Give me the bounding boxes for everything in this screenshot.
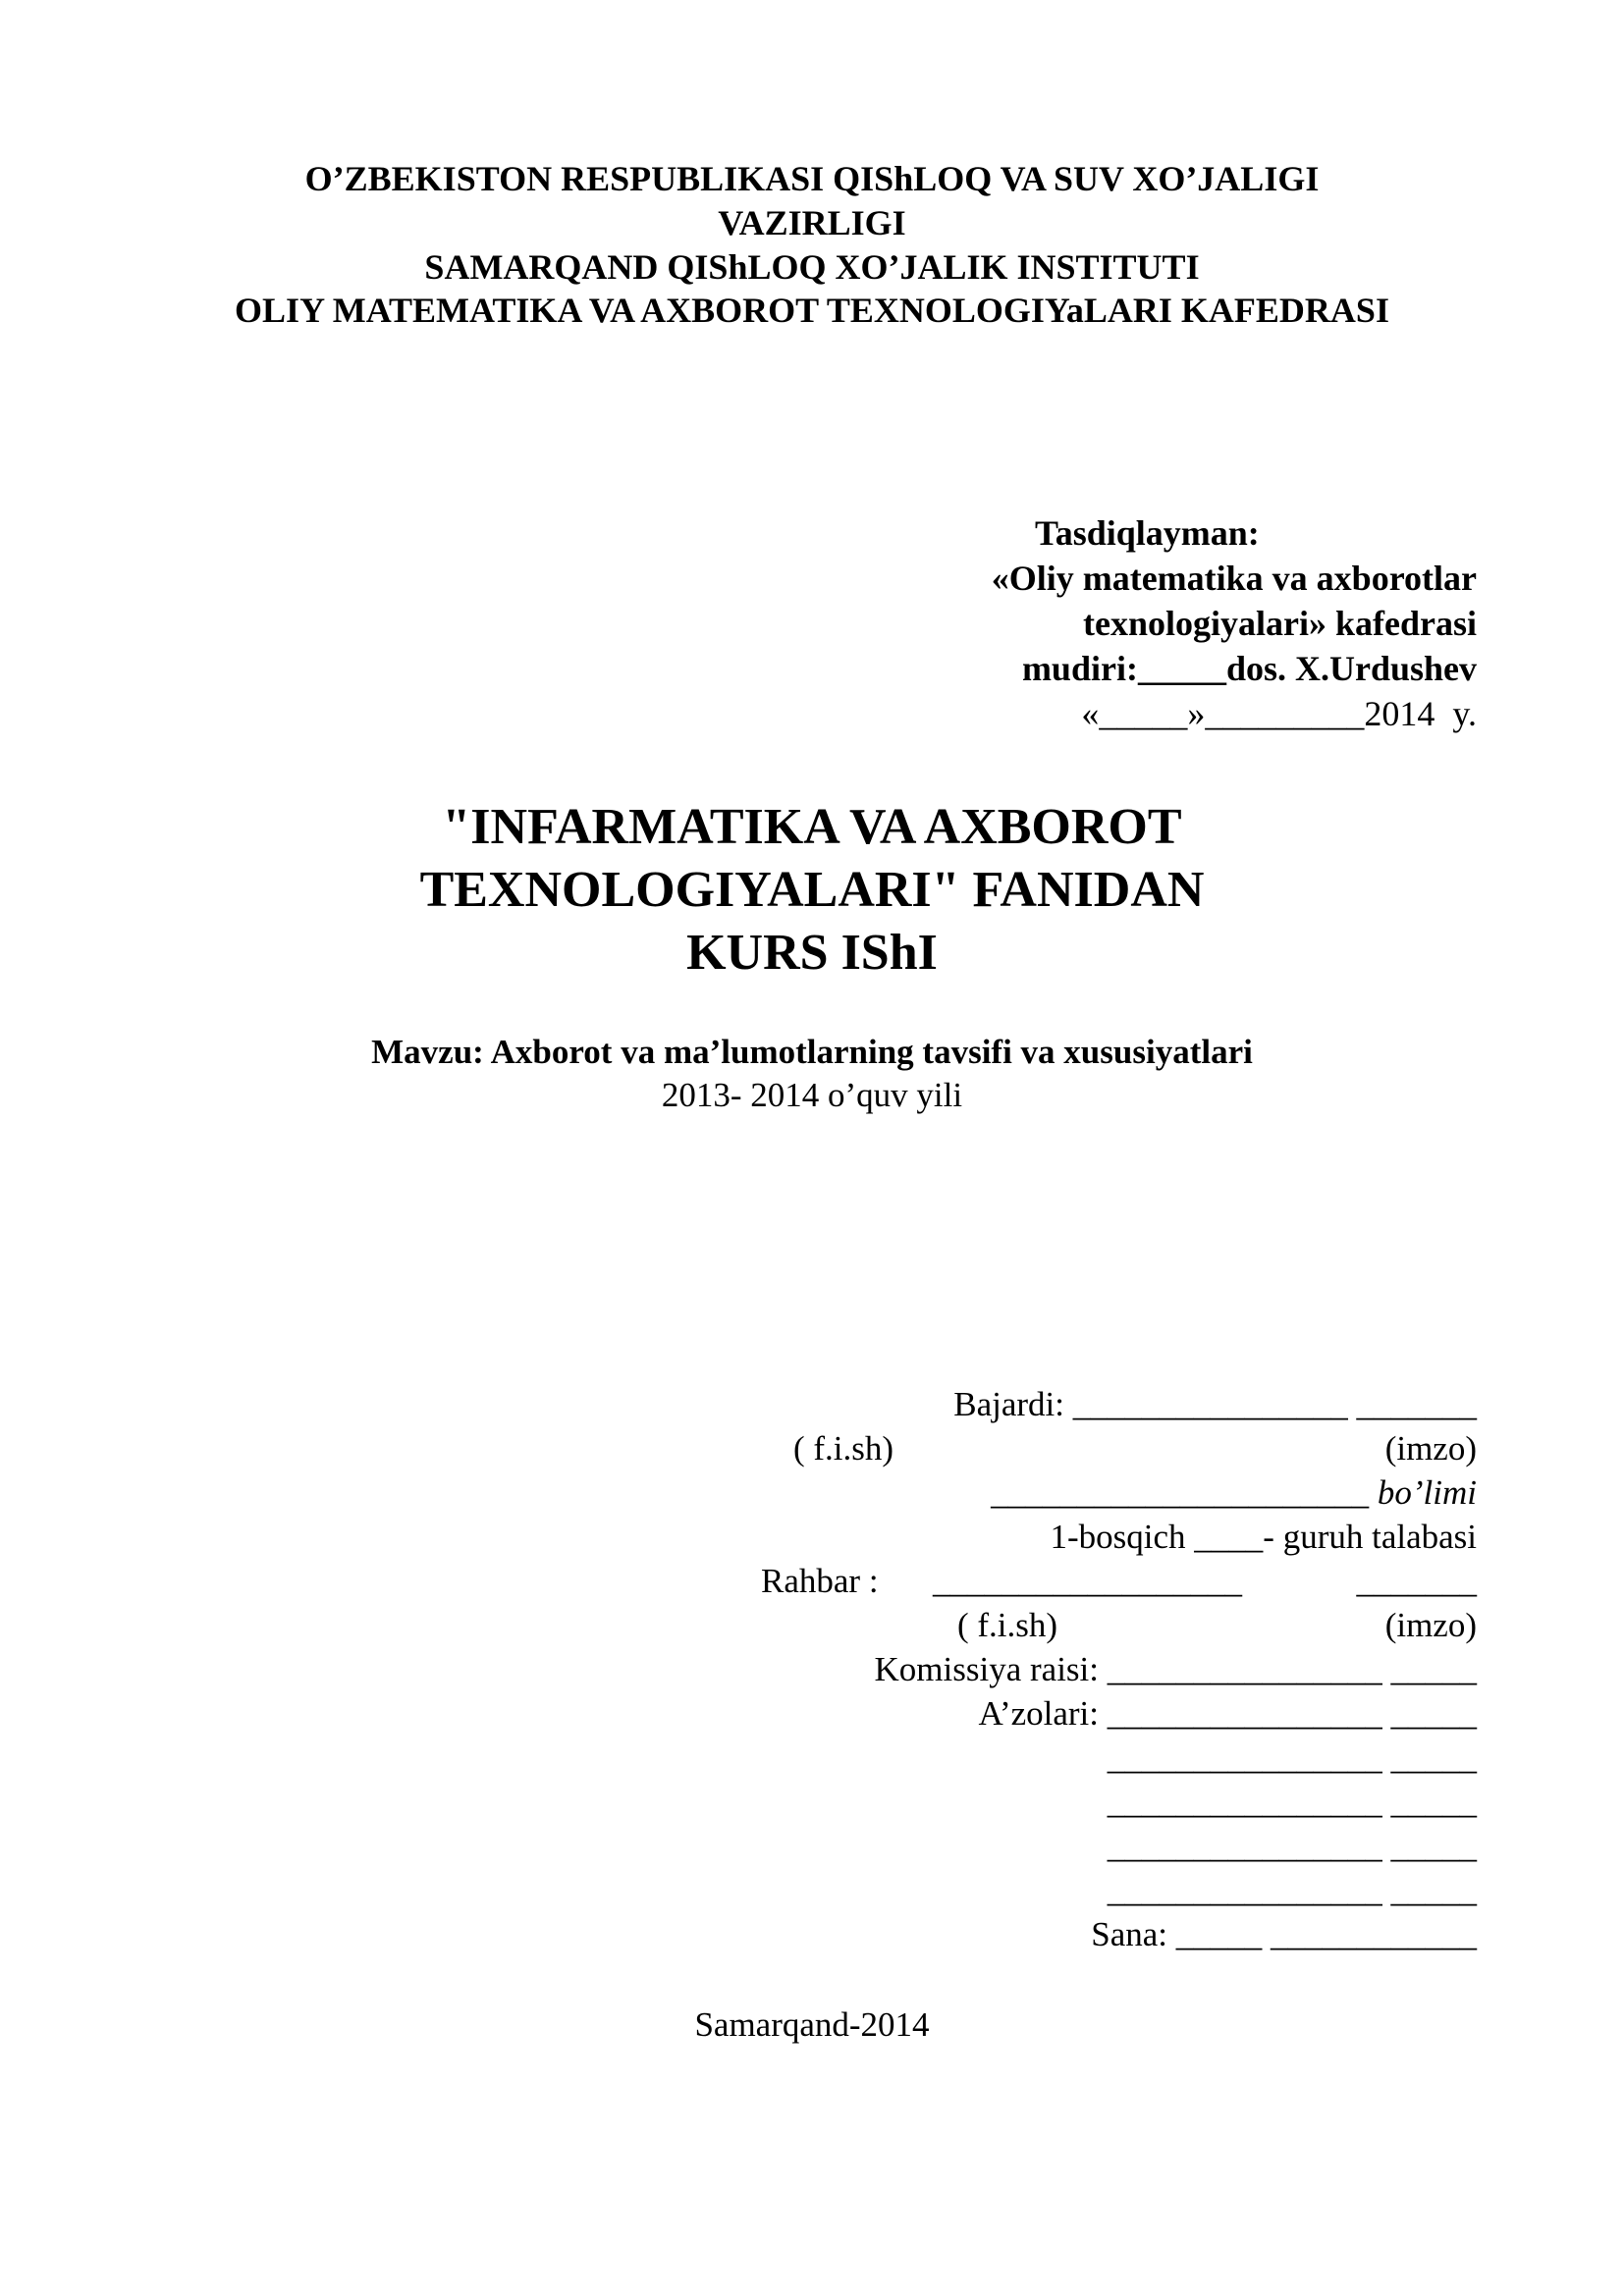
academic-year: 2013- 2014 o’quv yili bbox=[661, 1076, 963, 1114]
member-blank-line: ________________ _____ bbox=[1107, 1871, 1477, 1909]
department-name: OLIY MATEMATIKA VA AXBOROT TEXNOLOGIYaLARI KAFEDRASI bbox=[235, 291, 1389, 330]
approval-line3: texnologiyalari» kafedrasi bbox=[1083, 604, 1477, 643]
course-title-line3: KURS IShI bbox=[686, 925, 938, 981]
course-group-line: 1-bosqich ____- guruh talabasi bbox=[1050, 1518, 1477, 1556]
supervisor-label: Rahbar : bbox=[761, 1562, 879, 1600]
approval-date: «_____»_________2014 y. bbox=[1081, 694, 1477, 733]
supervisor-signature-blank: _______ bbox=[1356, 1562, 1477, 1600]
section-label: bo’limi bbox=[1369, 1473, 1477, 1512]
fish-label-2: ( f.i.sh) bbox=[957, 1606, 1058, 1644]
course-title-line2: TEXNOLOGIYALARI" FANIDAN bbox=[419, 862, 1205, 918]
topic-subject: Mavzu: Axborot va ma’lumotlarning tavsifi va xususiyatlari bbox=[371, 1033, 1253, 1071]
fish-label-1: ( f.i.sh) bbox=[793, 1429, 894, 1468]
date-line: Sana: _____ ____________ bbox=[1091, 1915, 1477, 1953]
member-blank-line: ________________ _____ bbox=[1107, 1827, 1477, 1865]
signature-label-2: (imzo) bbox=[1384, 1606, 1477, 1644]
executed-by-line: Bajardi: ________________ _______ bbox=[953, 1385, 1477, 1423]
section-line bbox=[991, 1470, 1477, 1515]
signature-label-1: (imzo) bbox=[1384, 1429, 1477, 1468]
member-blank-line: ________________ _____ bbox=[1107, 1738, 1477, 1777]
ministry-name-line2: VAZIRLIGI bbox=[718, 203, 906, 242]
member-blank-line: ________________ _____ bbox=[1107, 1783, 1477, 1821]
supervisor-name-blank: __________________ bbox=[933, 1562, 1242, 1600]
ministry-name-line1: O’ZBEKISTON RESPUBLIKASI QIShLOQ VA SUV XO’JALIGI bbox=[304, 159, 1320, 198]
place-and-year: Samarqand-2014 bbox=[694, 2005, 930, 2044]
approval-heading: Tasdiqlayman: bbox=[1035, 513, 1260, 553]
approval-line2: «Oliy matematika va axborotlar bbox=[991, 559, 1477, 598]
approval-head-of-department: mudiri:_____dos. X.Urdushev bbox=[1021, 649, 1477, 688]
course-title-line1: "INFARMATIKA VA AXBOROT bbox=[442, 799, 1182, 855]
commission-chair-line: Komissiya raisi: ________________ _____ bbox=[874, 1650, 1477, 1688]
section-blank: ______________________ bbox=[991, 1473, 1370, 1512]
institute-name: SAMARQAND QIShLOQ XO’JALIK INSTITUTI bbox=[424, 247, 1200, 287]
commission-members-line: A’zolari: ________________ _____ bbox=[978, 1694, 1477, 1733]
